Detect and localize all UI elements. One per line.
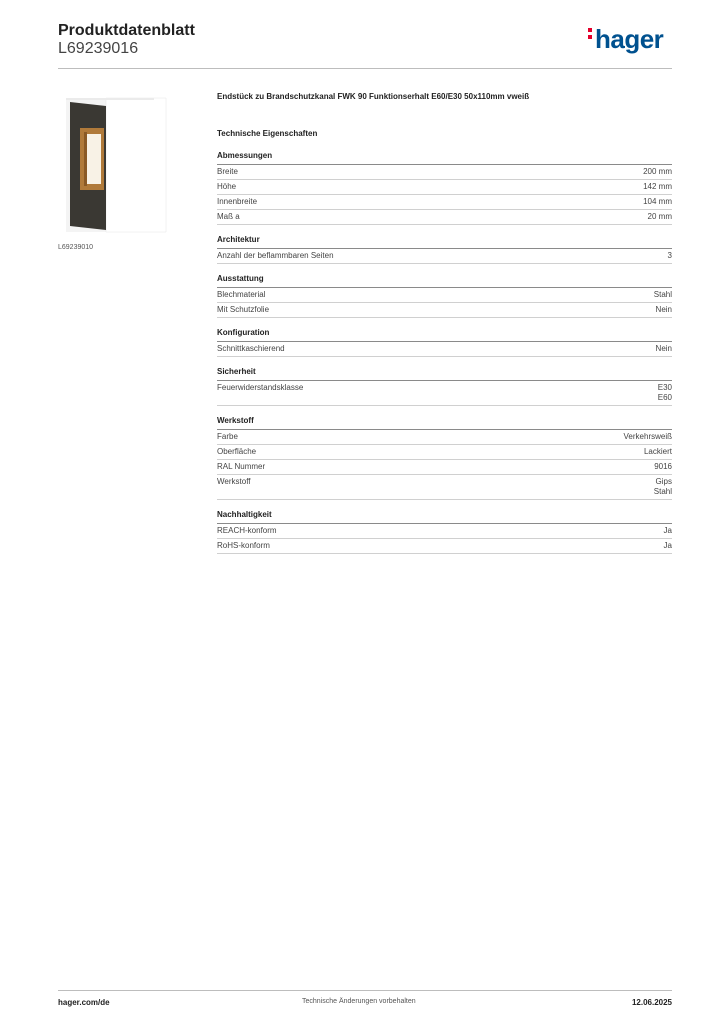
section-title: Werkstoff [217, 416, 672, 430]
property-label: Werkstoff [217, 477, 251, 486]
property-value-line: 20 mm [647, 212, 672, 221]
property-row [217, 288, 672, 303]
property-value [656, 305, 672, 315]
property-value-line: Gips [655, 477, 672, 486]
hager-logo [588, 24, 663, 55]
property-value [654, 462, 672, 472]
section-konfiguration [217, 328, 672, 357]
property-value-line: 104 mm [643, 197, 672, 206]
property-label: Maß a [217, 212, 240, 221]
product-code: L69239016 [58, 40, 139, 57]
property-value-line: Ja [663, 526, 672, 535]
property-value [643, 182, 672, 192]
footer-date: 12.06.2025 [631, 998, 672, 1007]
property-value-line: Stahl [653, 290, 672, 299]
property-value [643, 197, 672, 207]
product-title: Endstück zu Brandschutzkanal FWK 90 Funktionserhalt E60/E30 50x110mm vweiß [217, 92, 530, 101]
property-label: Blechmaterial [217, 290, 266, 299]
property-value [668, 251, 672, 261]
header-divider [58, 68, 672, 69]
section-architektur [217, 235, 672, 264]
section-title: Ausstattung [217, 274, 672, 288]
property-value-line: Ja [663, 541, 672, 550]
logo-dots-icon [588, 28, 592, 42]
property-value-line: Nein [655, 305, 672, 314]
property-value [656, 344, 672, 354]
property-row [217, 539, 672, 554]
property-value [664, 541, 672, 551]
property-label: Innenbreite [217, 197, 258, 206]
page-title: Produktdatenblatt [58, 22, 195, 39]
property-row [217, 165, 672, 180]
property-value-line: Verkehrsweiß [623, 432, 672, 441]
section-nachhaltigkeit [217, 510, 672, 554]
property-label: Höhe [217, 182, 237, 191]
property-row [217, 445, 672, 460]
property-label: Breite [217, 167, 238, 176]
property-row [217, 303, 672, 318]
property-value [654, 290, 672, 300]
tech-properties-title: Technische Eigenschaften [217, 129, 318, 138]
property-value-line: 3 [667, 251, 672, 260]
property-value-line: Lackiert [643, 447, 672, 456]
property-value-line: 142 mm [643, 182, 672, 191]
property-value [648, 212, 672, 222]
property-label: REACH-konform [217, 526, 277, 535]
property-row [217, 210, 672, 225]
section-title: Sicherheit [217, 367, 672, 381]
product-details [217, 92, 672, 564]
property-row [217, 195, 672, 210]
footer-disclaimer: Technische Änderungen vorbehalten [302, 998, 416, 1005]
property-value [658, 383, 672, 403]
property-value [644, 447, 672, 457]
property-value [643, 167, 672, 177]
property-row [217, 381, 672, 406]
property-label: Mit Schutzfolie [217, 305, 270, 314]
property-value [624, 432, 672, 442]
footer-divider [58, 990, 672, 991]
property-row [217, 180, 672, 195]
section-ausstattung [217, 274, 672, 318]
property-label: Anzahl der beflammbaren Seiten [217, 251, 334, 260]
product-image [58, 94, 172, 236]
property-label: Schnittkaschierend [217, 344, 285, 353]
property-value-line: E60 [657, 393, 672, 402]
section-title: Architektur [217, 235, 672, 249]
section-title: Konfiguration [217, 328, 672, 342]
property-value-line: 200 mm [643, 167, 672, 176]
property-value-line: Stahl [653, 487, 672, 496]
property-row [217, 460, 672, 475]
property-label: Farbe [217, 432, 238, 441]
property-row [217, 430, 672, 445]
image-caption: L69239010 [58, 244, 94, 251]
property-label: Feuerwiderstandsklasse [217, 383, 304, 392]
property-value [654, 477, 672, 497]
property-sections [217, 151, 672, 554]
section-werkstoff [217, 416, 672, 500]
property-row [217, 524, 672, 539]
property-row [217, 249, 672, 264]
logo-text: hager [595, 24, 664, 54]
footer-website: hager.com/de [58, 998, 110, 1007]
property-value-line: 9016 [654, 462, 672, 471]
section-sicherheit [217, 367, 672, 406]
property-row [217, 475, 672, 500]
property-label: RoHS-konform [217, 541, 270, 550]
property-value [664, 526, 672, 536]
property-label: Oberfläche [217, 447, 257, 456]
property-row [217, 342, 672, 357]
section-abmessungen [217, 151, 672, 225]
property-value-line: Nein [655, 344, 672, 353]
section-title: Nachhaltigkeit [217, 510, 672, 524]
property-label: RAL Nummer [217, 462, 266, 471]
property-value-line: E30 [657, 383, 672, 392]
section-title: Abmessungen [217, 151, 672, 165]
